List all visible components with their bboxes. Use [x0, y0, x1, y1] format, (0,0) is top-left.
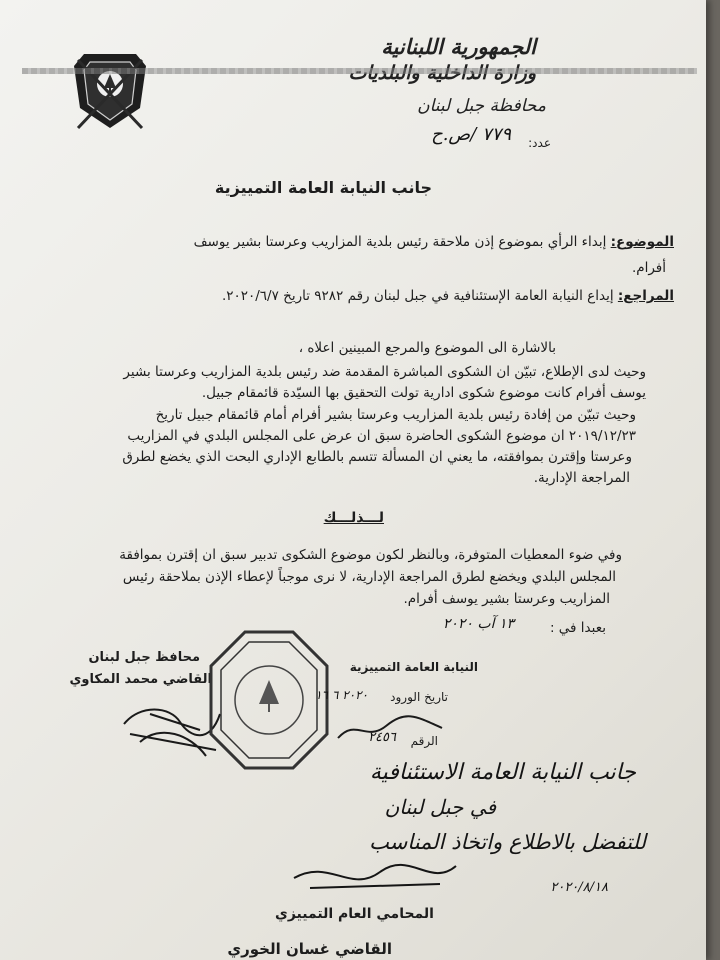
governor-title: محافظ جبل لبنان [88, 650, 200, 665]
body-paragraph-1-line-2: يوسف أفرام كانت موضوع شكوى ادارية تولت التحقيق بها السيّدة قائمقام جبيل. [201, 385, 646, 401]
footer-stamp-title: المحامي العام التمييزي [275, 906, 434, 922]
reference-label: المراجع: [617, 288, 674, 304]
receipt-stamp-org: النيابة العامة التمييزية [349, 660, 478, 674]
subject-text: إبداء الرأي بموضوع إذن ملاحقة رئيس بلدية المزاريب وعرستا بشير يوسف [193, 234, 607, 250]
subject-text-continued: أفرام. [631, 260, 666, 276]
handwritten-line-3: للتفضل بالاطلاع واتخاذ المناسب [369, 830, 646, 854]
therefore-heading: لـــذلـــك [323, 510, 384, 526]
receipt-number-value: ٢٤٥٦ [368, 730, 396, 745]
handwritten-line-2: في جبل لبنان [384, 795, 496, 819]
handwritten-date: ٢٠٢٠/٨/١٨ [550, 880, 608, 895]
conclusion-line-3: المزاريب وعرستا بشير يوسف أفرام. [403, 591, 610, 607]
governorate-heading: محافظة جبل لبنان [417, 96, 546, 116]
lebanon-crest-logo [64, 44, 156, 136]
official-seal-stamp [207, 628, 331, 772]
republic-heading: الجمهورية اللبنانية [381, 34, 536, 59]
place-date-label: بعبدا في : [549, 620, 606, 636]
reference-number-value: ٧٧٩ /ص.ح [431, 124, 511, 145]
subject-label: الموضوع: [610, 234, 674, 250]
handwritten-signature [290, 858, 460, 898]
conclusion-line-1: وفي ضوء المعطيات المتوفرة، وبالنظر لكون موضوع الشكوى تدبير سبق ان إقترن بموافقة [119, 547, 622, 563]
receipt-signature [336, 708, 446, 748]
reference-number-label: عدد: [528, 136, 551, 150]
subject-line [194, 232, 674, 253]
footer-stamp-name: القاضي غسان الخوري [227, 940, 392, 958]
receipt-arrival-label: تاريخ الورود [390, 690, 448, 704]
body-paragraph-2-line-3: وعرستا وإقترن بموافقته، ما يعني ان المسألة تتسم بالطابع الإداري البحت الذي يخضع لطرق [122, 449, 632, 465]
place-date-value: ١٣ آب ٢٠٢٠ [442, 616, 514, 632]
reference-line [222, 286, 674, 307]
addressee-title: جانب النيابة العامة التمييزية [214, 178, 432, 197]
body-paragraph-2-line-1: وحيث تبيّن من إفادة رئيس بلدية المزاريب وعرستا بشير أفرام أمام قائمقام جبيل تاريخ [155, 407, 636, 423]
header-rule [22, 68, 697, 74]
handwritten-line-1: جانب النيابة العامة الاستئنافية [369, 760, 636, 785]
reference-text: إيداع النيابة العامة الإستئنافية في جبل لبنان رقم ٩٢٨٢ تاريخ ٢٠٢٠/٦/٧. [221, 288, 614, 304]
body-paragraph-2-line-2: ٢٠١٩/١٢/٢٣ ان موضوع الشكوى الحاضرة سبق ان عرض على المجلس البلدي في المزاريب [127, 428, 636, 444]
receipt-number-label: الرقم [410, 734, 438, 748]
governor-name: القاضي محمد المكاوي [69, 672, 212, 687]
body-paragraph-1-line-1: وحيث لدى الإطلاع، تبيّن ان الشكوى المباشرة المقدمة ضد رئيس بلدية المزاريب وعرستا بشير [123, 364, 646, 380]
conclusion-line-2: المجلس البلدي ويخضع لطرق المراجعة الإدارية، لا نرى موجباً لإعطاء الإذن بملاحقة رئيس [122, 569, 616, 585]
body-paragraph-2-line-4: المراجعة الإدارية. [533, 470, 630, 486]
receipt-arrival-value: ٢٠٢٠ ٦ ١٦ [315, 688, 368, 702]
body-opening: بالاشارة الى الموضوع والمرجع المبينين اعلاه ، [298, 340, 556, 356]
